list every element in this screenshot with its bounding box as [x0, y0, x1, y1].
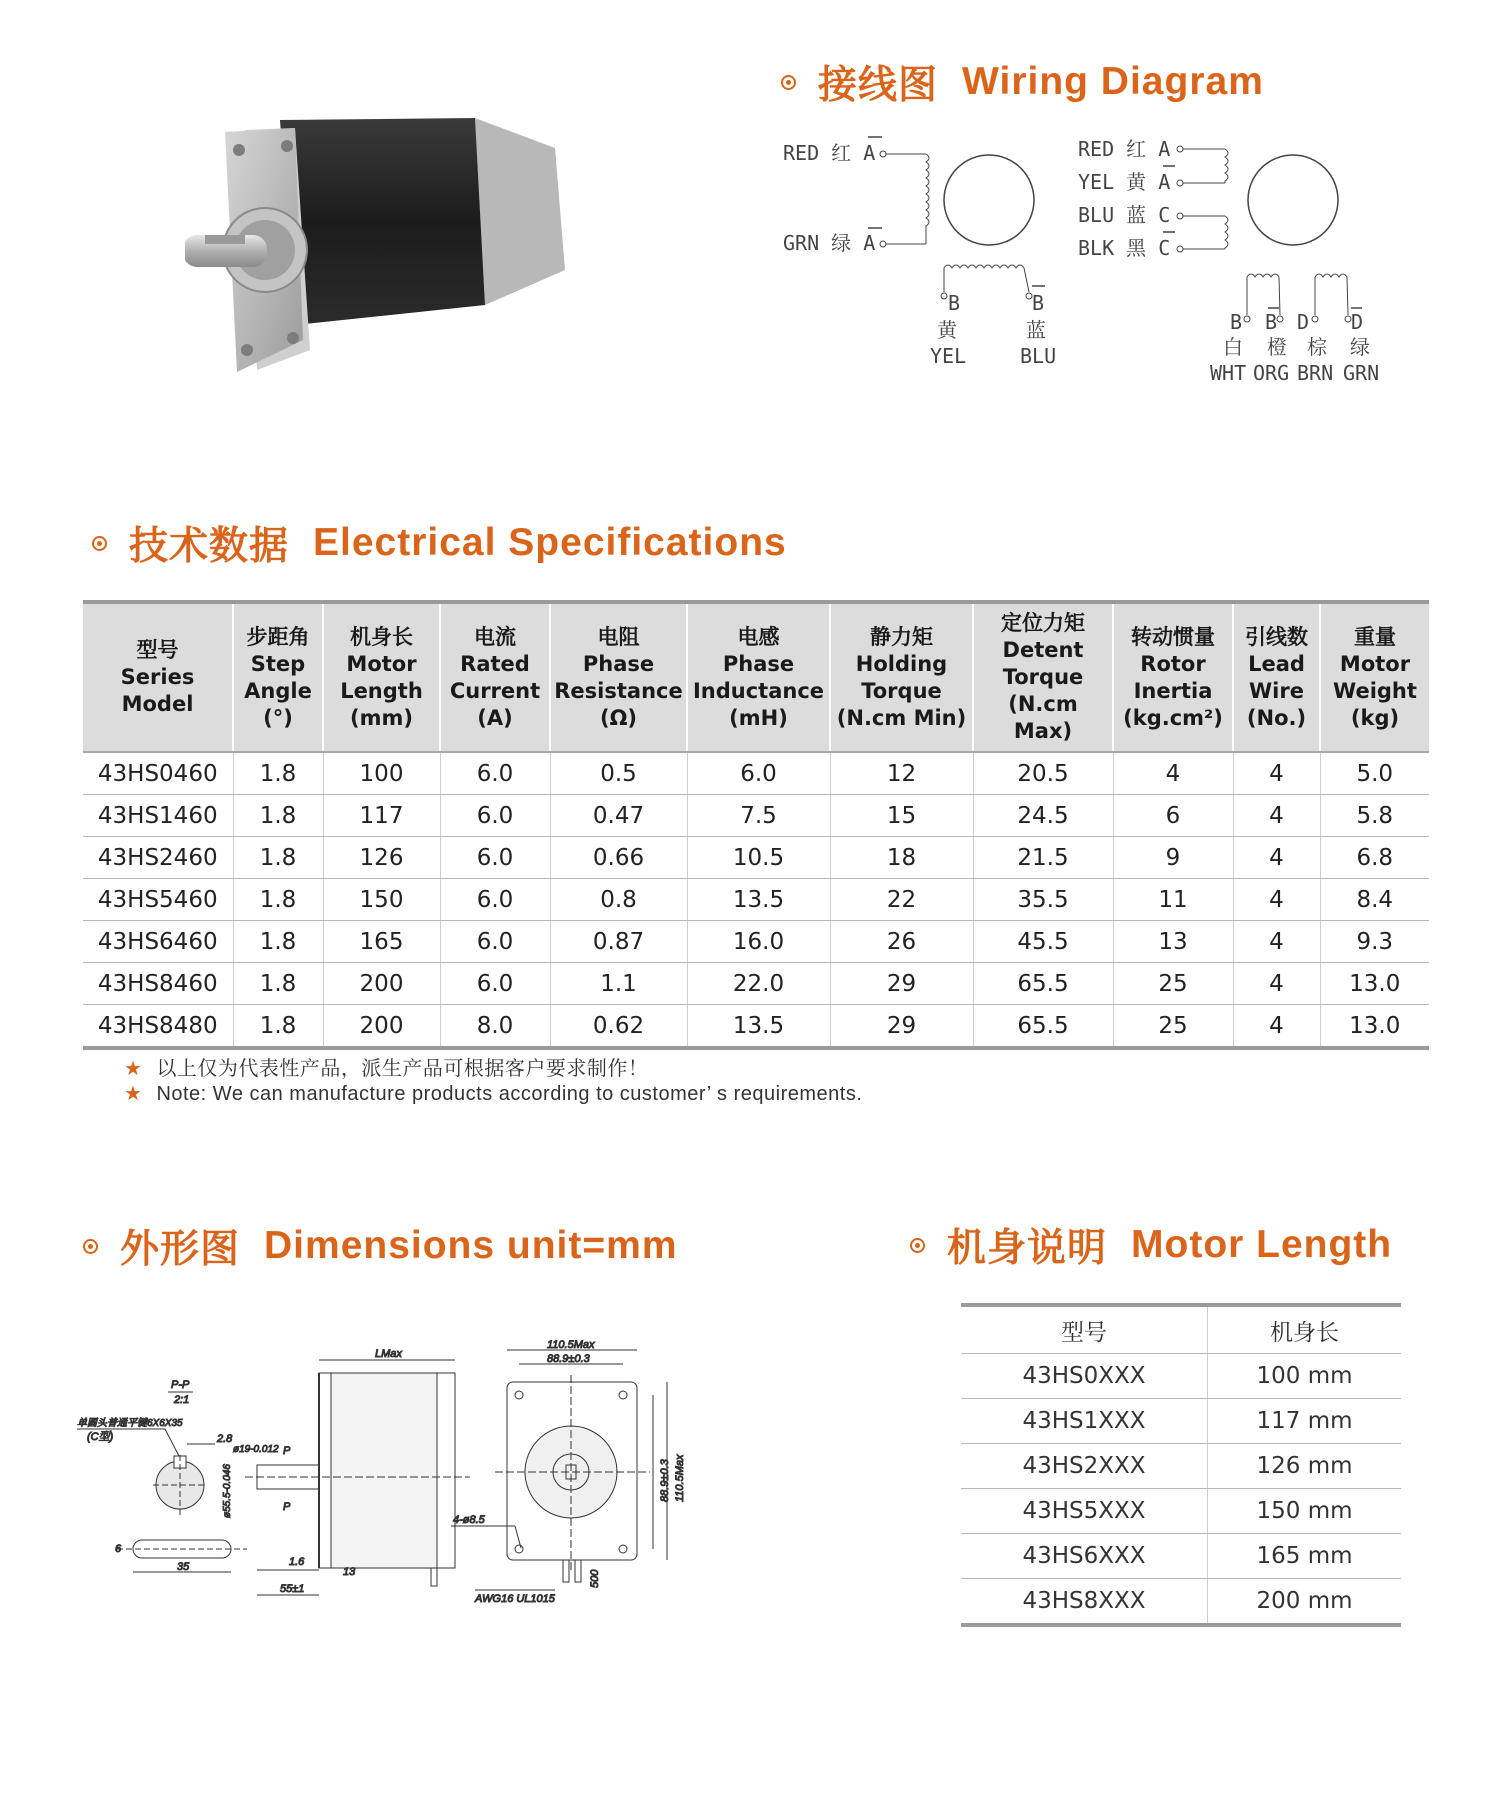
spec-header-line: Phase	[582, 651, 655, 676]
spec-cell: 13.5	[687, 1005, 830, 1049]
dim-889-w: 88.9±0.3	[547, 1353, 590, 1365]
spec-cell: 8.0	[440, 1005, 550, 1049]
spec-cell: 4	[1233, 837, 1320, 879]
spec-cell: 4	[1233, 879, 1320, 921]
wiring-diagram-8wire	[1075, 125, 1405, 395]
spec-cell: 6.0	[440, 963, 550, 1005]
spec-header-line: Length	[340, 678, 423, 703]
spec-cell: 11	[1113, 879, 1233, 921]
spec-cell: 0.5	[550, 752, 687, 795]
spec-cell: 200	[323, 1005, 440, 1049]
spec-cell: 9.3	[1320, 921, 1429, 963]
spec-cell: 0.66	[550, 837, 687, 879]
spec-cell: 65.5	[973, 1005, 1113, 1049]
spec-header-line: (N.cm Min)	[836, 705, 967, 730]
spec-header-line: (mH)	[729, 705, 788, 730]
spec-header-line: Wire	[1249, 678, 1304, 703]
spec-cell: 1.8	[233, 879, 323, 921]
wire-r-b4-cn: 绿	[1350, 335, 1370, 359]
dim-lmax: LMax	[375, 1348, 402, 1360]
electrical-title-cn: 技术数据	[129, 525, 290, 568]
wire-r-b3-cn: 棕	[1307, 335, 1327, 359]
spec-header-line: Detent	[1002, 638, 1084, 662]
wire-l3-label: BLU 蓝 C	[1078, 203, 1171, 227]
spec-cell: 13.5	[687, 879, 830, 921]
spec-header-line: (mm)	[350, 705, 413, 730]
length-model-cell: 43HS8XXX	[961, 1579, 1208, 1626]
spec-header-line: (kg)	[1350, 705, 1400, 730]
length-model-cell: 43HS5XXX	[961, 1489, 1208, 1534]
dim-p1: P	[283, 1445, 291, 1457]
spec-cell: 0.47	[550, 795, 687, 837]
spec-header-line: Resistance	[554, 678, 683, 703]
spec-cell: 0.87	[550, 921, 687, 963]
model-cell: 43HS8460	[83, 963, 233, 1005]
spec-cell: 13.0	[1320, 1005, 1429, 1049]
electrical-title-en: Electrical Specifications	[313, 521, 787, 564]
table-row	[83, 1005, 1429, 1049]
table-row	[961, 1579, 1401, 1626]
spec-cell: 8.4	[1320, 879, 1429, 921]
wire-l4-label: BLK 黑 C	[1078, 236, 1171, 260]
spec-cell: 4	[1233, 921, 1320, 963]
spec-header-line: Inductance	[692, 678, 825, 703]
spec-table-header	[83, 602, 1429, 752]
dim-13: 13	[343, 1566, 356, 1578]
spec-cell: 26	[830, 921, 973, 963]
spec-cell: 25	[1113, 963, 1233, 1005]
table-row	[961, 1444, 1401, 1489]
spec-header-col-7	[973, 602, 1113, 752]
spec-cell: 4	[1233, 1005, 1320, 1049]
spec-cell: 35.5	[973, 879, 1113, 921]
motor-length-table	[961, 1303, 1401, 1627]
spec-header-line: Series	[120, 665, 195, 689]
spec-header-line: Current	[449, 678, 541, 703]
dim-16: 1.6	[289, 1556, 305, 1568]
spec-header-line: Angle	[244, 678, 312, 703]
spec-header-line: Motor	[1339, 651, 1411, 676]
spec-header-line: Torque	[861, 678, 942, 703]
wire-r-b3-pin: D	[1297, 310, 1310, 334]
star-icon: ★	[124, 1083, 143, 1105]
wire-l2-label: YEL 黄 A	[1078, 170, 1171, 194]
spec-cell: 6.0	[440, 837, 550, 879]
spec-cell: 4	[1233, 795, 1320, 837]
spec-cell: 150	[323, 879, 440, 921]
spec-cell: 1.8	[233, 963, 323, 1005]
spec-cell: 117	[323, 795, 440, 837]
wire-r-b4-pin: D	[1351, 310, 1364, 334]
spec-cell: 16.0	[687, 921, 830, 963]
dim-shaft: ø19-0.012	[233, 1444, 279, 1455]
note-cn-text: 以上仅为代表性产品，派生产品可根据客户要求制作！	[156, 1058, 649, 1080]
wire-r-b2-en: ORG	[1253, 361, 1290, 385]
spec-header-line: Motor	[346, 651, 417, 676]
table-row	[83, 921, 1429, 963]
spec-cell: 18	[830, 837, 973, 879]
spec-header-col-6	[830, 602, 973, 752]
spec-header-line: Model	[121, 692, 194, 716]
wire-b-pin: B	[948, 291, 961, 315]
wire-bbar-pin: B	[1032, 291, 1045, 315]
motor-length-title-cn: 机身说明	[947, 1227, 1108, 1270]
spec-header-line: Rated	[460, 651, 530, 676]
spec-header-col-4	[550, 602, 687, 752]
spec-cell: 1.8	[233, 921, 323, 963]
spec-cell: 21.5	[973, 837, 1113, 879]
wiring-diagram-4wire	[780, 130, 1080, 390]
spec-header-line: 电阻	[597, 624, 640, 649]
spec-cell: 0.8	[550, 879, 687, 921]
spec-cell: 10.5	[687, 837, 830, 879]
dim-awg: AWG16 UL1015	[475, 1593, 555, 1605]
spec-cell: 5.8	[1320, 795, 1429, 837]
table-row	[83, 752, 1429, 795]
spec-cell: 0.62	[550, 1005, 687, 1049]
spec-cell: 1.8	[233, 795, 323, 837]
wire-red-label: RED 红 A	[783, 141, 876, 165]
motor-length-title	[910, 1217, 1392, 1273]
spec-header-line: Rotor	[1140, 651, 1206, 676]
dim-500: 500	[589, 1569, 601, 1588]
spec-cell: 4	[1113, 752, 1233, 795]
spec-header-line: Step	[250, 651, 306, 676]
spec-header-line: 引线数	[1245, 624, 1308, 649]
wire-r-b1-pin: B	[1230, 310, 1243, 334]
spec-cell: 6.0	[687, 752, 830, 795]
spec-cell: 6.0	[440, 795, 550, 837]
table-row	[961, 1489, 1401, 1534]
wire-r-b2-pin: B	[1265, 310, 1278, 334]
spec-header-line: 步距角	[246, 624, 310, 649]
length-model-cell: 43HS6XXX	[961, 1534, 1208, 1579]
table-row	[83, 795, 1429, 837]
spec-cell: 6.0	[440, 752, 550, 795]
wire-r-b3-en: BRN	[1297, 361, 1334, 385]
dim-889-h: 88.9±0.3	[659, 1459, 671, 1502]
dim-1105-w: 110.5Max	[547, 1340, 595, 1351]
spec-header-line: Weight	[1333, 678, 1417, 703]
model-cell: 43HS8480	[83, 1005, 233, 1049]
wiring-title-en: Wiring Diagram	[962, 60, 1264, 103]
spec-header-line: 转动惯量	[1131, 624, 1215, 649]
model-cell: 43HS6460	[83, 921, 233, 963]
spec-header-line: (A)	[477, 705, 513, 730]
length-value-cell: 117 mm	[1208, 1399, 1401, 1444]
spec-header-col-0	[83, 602, 233, 752]
length-value-cell: 100 mm	[1208, 1354, 1401, 1399]
dim-holes: 4-ø8.5	[453, 1514, 485, 1526]
spec-header-col-2	[323, 602, 440, 752]
dim-pilot: ø55.5-0.046	[222, 1464, 233, 1518]
dimensions-title-cn: 外形图	[120, 1228, 241, 1271]
wire-r-b1-en: WHT	[1210, 361, 1247, 385]
spec-cell: 6.8	[1320, 837, 1429, 879]
spec-header-col-1	[233, 602, 323, 752]
spec-cell: 25	[1113, 1005, 1233, 1049]
motor-length-title-en: Motor Length	[1131, 1223, 1393, 1266]
spec-header-line: 电流	[474, 624, 516, 649]
table-row	[961, 1354, 1401, 1399]
spec-header-line: Lead	[1248, 651, 1305, 676]
table-row	[83, 837, 1429, 879]
spec-header-col-10	[1320, 602, 1429, 752]
wire-r-b2-cn: 橙	[1267, 335, 1287, 359]
spec-cell: 165	[323, 921, 440, 963]
motor-product-image	[185, 110, 585, 390]
table-row	[83, 963, 1429, 1005]
spec-cell: 1.8	[233, 837, 323, 879]
wire-r-b1-cn: 白	[1223, 335, 1243, 359]
wiring-diagram-title	[781, 54, 1264, 110]
electrical-spec-table	[83, 600, 1429, 1050]
spec-cell: 15	[830, 795, 973, 837]
spec-cell: 1.8	[233, 752, 323, 795]
spec-cell: 1.1	[550, 963, 687, 1005]
star-icon: ★	[124, 1058, 143, 1080]
length-header-length: 机身长	[1208, 1305, 1401, 1354]
length-model-cell: 43HS1XXX	[961, 1399, 1208, 1444]
spec-header-col-5	[687, 602, 830, 752]
spec-header-line: Torque	[1002, 665, 1084, 689]
spec-cell: 4	[1233, 963, 1320, 1005]
dim-551: 55±1	[280, 1583, 305, 1595]
length-header-model: 型号	[961, 1305, 1208, 1354]
length-table-body	[961, 1354, 1401, 1626]
spec-cell: 5.0	[1320, 752, 1429, 795]
spec-cell: 100	[323, 752, 440, 795]
dim-ctype: (C型)	[87, 1431, 114, 1443]
spec-header-line: 机身长	[350, 624, 413, 649]
wire-grn-label: GRN 绿 A	[783, 231, 876, 255]
spec-header-line: 型号	[136, 638, 179, 662]
spec-cell: 200	[323, 963, 440, 1005]
note-cn	[124, 1052, 648, 1081]
wire-b-cn: 黄	[937, 318, 957, 342]
wire-bbar-cn: 蓝	[1026, 318, 1046, 342]
length-model-cell: 43HS2XXX	[961, 1444, 1208, 1489]
spec-cell: 22.0	[687, 963, 830, 1005]
wire-l1-label: RED 红 A	[1078, 137, 1171, 161]
spec-cell: 12	[830, 752, 973, 795]
dimensions-drawing	[75, 1340, 795, 1620]
spec-cell: 65.5	[973, 963, 1113, 1005]
spec-header-line: 电感	[737, 624, 780, 649]
electrical-specs-title	[92, 515, 787, 571]
model-cell: 43HS0460	[83, 752, 233, 795]
spec-header-line: 静力矩	[870, 624, 933, 649]
dimensions-title	[83, 1218, 678, 1274]
bullet-icon	[781, 75, 796, 90]
spec-cell: 6.0	[440, 879, 550, 921]
dim-pp: P-P	[171, 1379, 190, 1391]
table-row	[83, 879, 1429, 921]
spec-cell: 22	[830, 879, 973, 921]
spec-cell: 9	[1113, 837, 1233, 879]
spec-cell: 126	[323, 837, 440, 879]
dim-key: 单圆头普通平键6X6X35	[77, 1418, 183, 1429]
dim-scale: 2:1	[174, 1394, 190, 1406]
spec-cell: 6	[1113, 795, 1233, 837]
length-value-cell: 200 mm	[1208, 1579, 1401, 1626]
length-model-cell: 43HS0XXX	[961, 1354, 1208, 1399]
spec-cell: 29	[830, 1005, 973, 1049]
spec-cell: 7.5	[687, 795, 830, 837]
spec-header-line: (°)	[263, 705, 293, 730]
spec-cell: 20.5	[973, 752, 1113, 795]
spec-cell: 45.5	[973, 921, 1113, 963]
wiring-title-cn: 接线图	[818, 64, 939, 107]
spec-cell: 13.0	[1320, 963, 1429, 1005]
spec-header-line: Phase	[722, 651, 795, 676]
dim-1105-h: 110.5Max	[674, 1454, 686, 1502]
model-cell: 43HS2460	[83, 837, 233, 879]
length-value-cell: 150 mm	[1208, 1489, 1401, 1534]
spec-header-line: (N.cm Max)	[1008, 692, 1078, 743]
table-row	[961, 1399, 1401, 1444]
model-cell: 43HS1460	[83, 795, 233, 837]
table-row	[961, 1534, 1401, 1579]
length-value-cell: 165 mm	[1208, 1534, 1401, 1579]
spec-cell: 4	[1233, 752, 1320, 795]
spec-header-col-8	[1113, 602, 1233, 752]
note-en-text: Note: We can manufacture products according to customer’ s requirements.	[156, 1083, 863, 1105]
dimensions-title-en: Dimensions unit=mm	[264, 1224, 678, 1267]
spec-cell: 29	[830, 963, 973, 1005]
spec-cell: 13	[1113, 921, 1233, 963]
note-en	[124, 1081, 862, 1106]
spec-header-line: 定位力矩	[1001, 611, 1085, 635]
wire-r-b4-en: GRN	[1343, 361, 1380, 385]
dim-35: 35	[177, 1561, 190, 1573]
spec-header-line: Holding	[855, 651, 948, 676]
spec-header-line: Inertia	[1133, 678, 1213, 703]
spec-header-line: (Ω)	[599, 705, 638, 730]
dim-p2: P	[283, 1501, 291, 1513]
spec-cell: 6.0	[440, 921, 550, 963]
dim-6: 6	[115, 1543, 122, 1555]
bullet-icon	[910, 1238, 925, 1253]
spec-cell: 1.8	[233, 1005, 323, 1049]
spec-header-line: 重量	[1354, 624, 1396, 649]
wire-b-en: YEL	[930, 344, 967, 368]
spec-table-body	[83, 752, 1429, 1048]
bullet-icon	[92, 536, 107, 551]
spec-header-col-9	[1233, 602, 1320, 752]
spec-header-line: (No.)	[1246, 705, 1307, 730]
spec-header-col-3	[440, 602, 550, 752]
wire-bbar-en: BLU	[1020, 344, 1057, 368]
spec-cell: 24.5	[973, 795, 1113, 837]
model-cell: 43HS5460	[83, 879, 233, 921]
bullet-icon	[83, 1239, 98, 1254]
spec-header-line: (kg.cm²)	[1123, 705, 1223, 730]
length-value-cell: 126 mm	[1208, 1444, 1401, 1489]
dim-28: 2.8	[217, 1433, 233, 1445]
